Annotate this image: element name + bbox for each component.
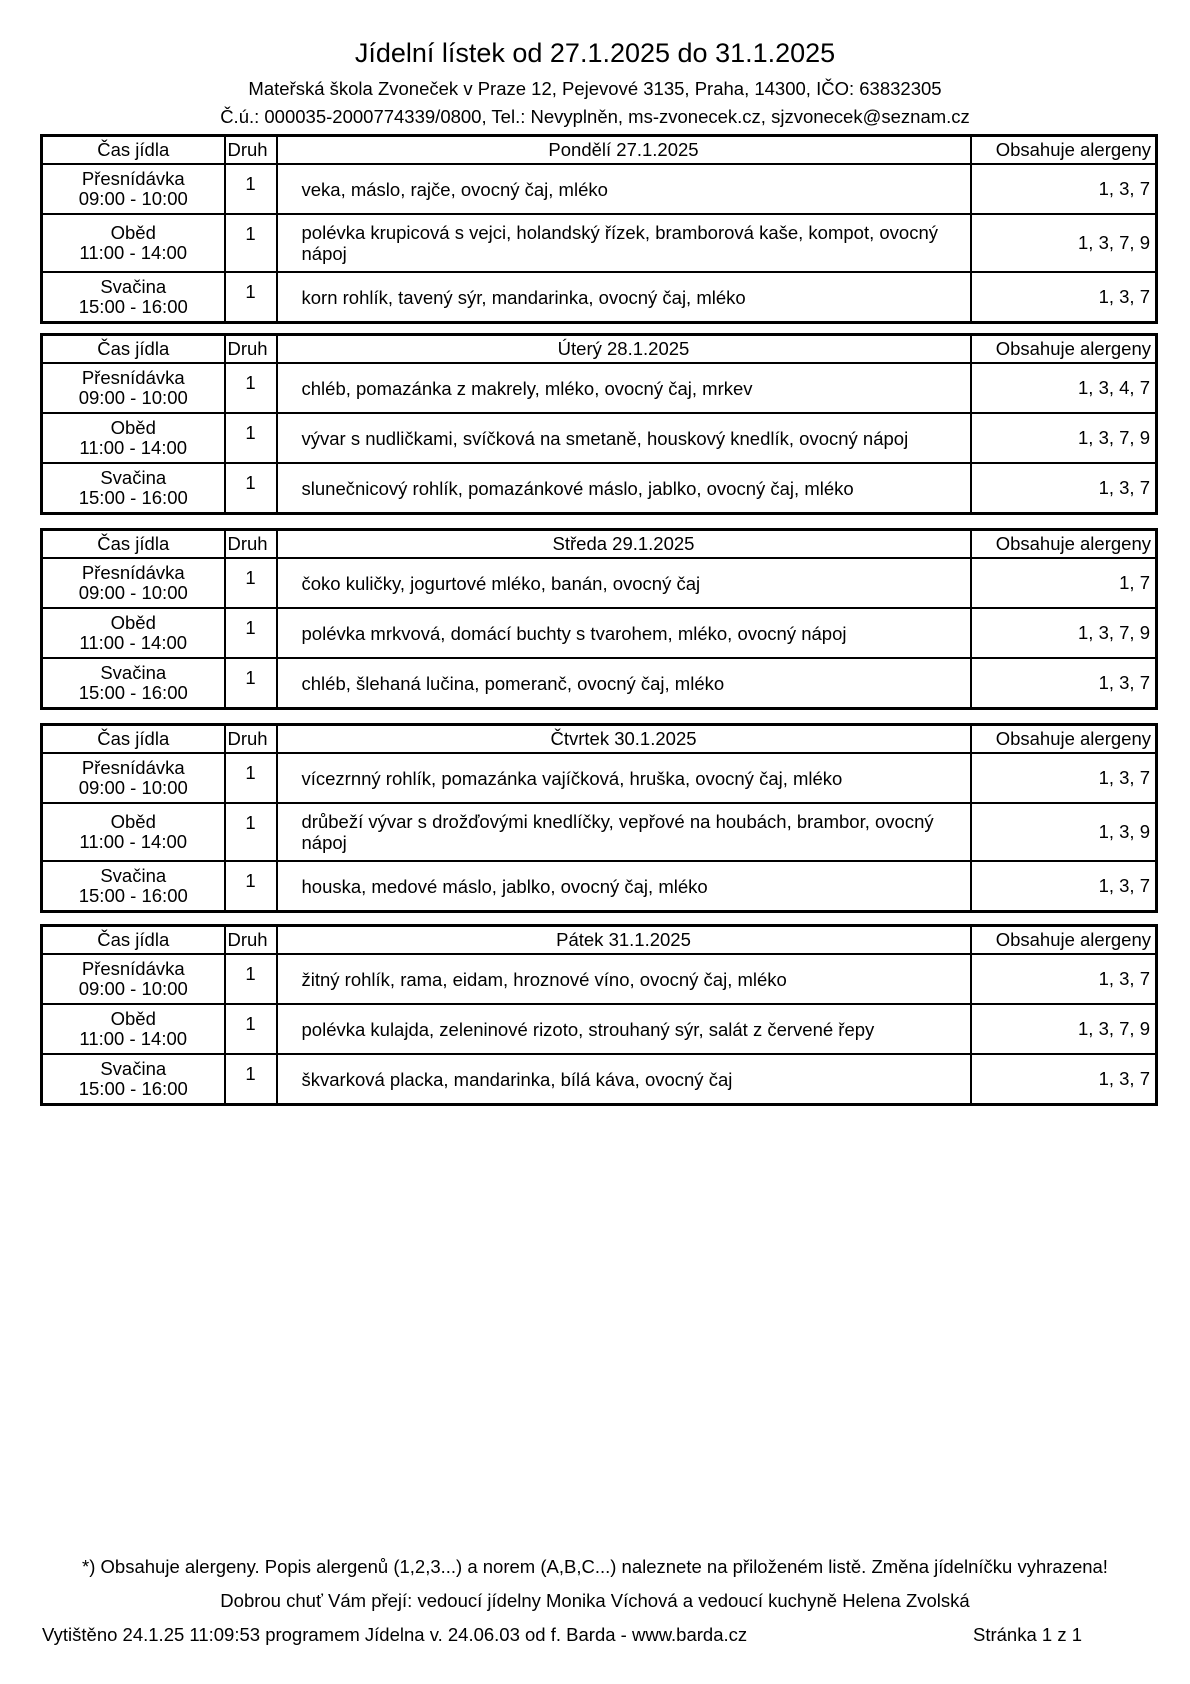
table-header-row [42,136,1157,165]
allergen-note: *) Obsahuje alergeny. Popis alergenů (1,2,3...) a norem (A,B,C...) naleznete na přiloženém listě. Změna jídelníčku vyhrazena! [82,1556,1108,1577]
day-table [40,723,1158,913]
meal-allergens: 1, 3, 7 [971,753,1157,803]
meal-name: Oběd [110,222,156,243]
meal-food: vývar s nudličkami, svíčková na smetaně, houskový knedlík, ovocný nápoj [277,413,971,463]
meal-row [42,803,1157,861]
allergens-column-header: Obsahuje alergeny [971,530,1157,559]
meal-name: Svačina [100,276,167,297]
meal-row [42,658,1157,709]
meal-food: čoko kuličky, jogurtové mléko, banán, ovocný čaj [277,558,971,608]
meal-name: Oběd [110,811,156,832]
day-table [40,528,1158,710]
meal-name: Oběd [110,417,156,438]
meal-row [42,1004,1157,1054]
meal-druh: 1 [225,272,277,323]
meal-food: korn rohlík, tavený sýr, mandarinka, ovocný čaj, mléko [277,272,971,323]
meal-allergens: 1, 3, 7 [971,1054,1157,1105]
meal-row [42,753,1157,803]
time-column-header: Čas jídla [42,335,225,364]
meal-name: Přesnídávka [81,757,185,778]
meal-food: žitný rohlík, rama, eidam, hroznové víno, ovocný čaj, mléko [277,954,971,1004]
meal-time: 11:00 - 14:00 [79,242,188,263]
meal-time-cell [42,164,225,214]
table-header-row [42,335,1157,364]
page-number: Stránka 1 z 1 [973,1624,1083,1645]
meal-time-cell [42,463,225,514]
meal-food: slunečnicový rohlík, pomazánkové máslo, jablko, ovocný čaj, mléko [277,463,971,514]
day-table [40,134,1158,324]
contact-info: Č.ú.: 000035-2000774339/0800, Tel.: Nevyplněn, ms-zvonecek.cz, sjzvonecek@seznam.cz [220,106,970,127]
meal-name: Přesnídávka [81,168,185,189]
printed-info: Vytištěno 24.1.25 11:09:53 programem Jídelna v. 24.06.03 od f. Barda - www.barda.cz [42,1624,748,1645]
day-table [40,924,1158,1106]
meal-time: 15:00 - 16:00 [78,296,188,317]
meal-row [42,463,1157,514]
day-table [40,333,1158,515]
meal-allergens: 1, 3, 7 [971,954,1157,1004]
meal-time-cell [42,954,225,1004]
meal-row [42,861,1157,912]
meal-druh: 1 [225,753,277,803]
allergens-column-header: Obsahuje alergeny [971,926,1157,955]
meal-druh: 1 [225,363,277,413]
day-header: Čtvrtek 30.1.2025 [277,725,971,754]
time-column-header: Čas jídla [42,530,225,559]
meal-time-cell [42,214,225,272]
meal-time: 15:00 - 16:00 [78,1078,188,1099]
meal-food: polévka mrkvová, domácí buchty s tvarohem, mléko, ovocný nápoj [277,608,971,658]
meal-name: Přesnídávka [81,367,185,388]
meal-allergens: 1, 3, 7 [971,164,1157,214]
druh-column-header: Druh [225,725,277,754]
meal-time: 15:00 - 16:00 [78,682,188,703]
table-header-row [42,725,1157,754]
meal-allergens: 1, 3, 7 [971,272,1157,323]
meal-name: Oběd [110,1008,156,1029]
meal-druh: 1 [225,954,277,1004]
meal-row [42,413,1157,463]
meal-food: houska, medové máslo, jablko, ovocný čaj, mléko [277,861,971,912]
meal-row [42,272,1157,323]
meal-druh: 1 [225,413,277,463]
meal-food: polévka krupicová s vejci, holandský řízek, bramborová kaše, kompot, ovocný nápoj [277,214,971,272]
meal-name: Přesnídávka [81,958,185,979]
meal-druh: 1 [225,463,277,514]
meal-time: 11:00 - 14:00 [79,1028,188,1049]
meal-name: Svačina [100,662,167,683]
meal-food: vícezrnný rohlík, pomazánka vajíčková, hruška, ovocný čaj, mléko [277,753,971,803]
meal-druh: 1 [225,1004,277,1054]
meal-allergens: 1, 3, 7, 9 [971,608,1157,658]
meal-time: 09:00 - 10:00 [78,777,188,798]
meal-allergens: 1, 3, 9 [971,803,1157,861]
druh-column-header: Druh [225,136,277,165]
meal-row [42,558,1157,608]
greeting: Dobrou chuť Vám přejí: vedoucí jídelny Monika Víchová a vedoucí kuchyně Helena Zvolská [220,1590,970,1611]
meal-time-cell [42,658,225,709]
meal-druh: 1 [225,658,277,709]
meal-time: 09:00 - 10:00 [78,978,188,999]
meal-allergens: 1, 3, 7 [971,658,1157,709]
meal-allergens: 1, 3, 4, 7 [971,363,1157,413]
meal-name: Svačina [100,1058,167,1079]
meal-time: 15:00 - 16:00 [78,487,188,508]
meal-row [42,214,1157,272]
allergens-column-header: Obsahuje alergeny [971,725,1157,754]
meal-food: chléb, šlehaná lučina, pomeranč, ovocný čaj, mléko [277,658,971,709]
meal-time-cell [42,608,225,658]
day-header: Pondělí 27.1.2025 [277,136,971,165]
meal-time: 09:00 - 10:00 [78,188,188,209]
meal-allergens: 1, 3, 7, 9 [971,413,1157,463]
druh-column-header: Druh [225,530,277,559]
meal-food: drůbeží vývar s drožďovými knedlíčky, vepřové na houbách, brambor, ovocný nápoj [277,803,971,861]
meal-row [42,954,1157,1004]
meal-time-cell [42,272,225,323]
meal-allergens: 1, 7 [971,558,1157,608]
meal-allergens: 1, 3, 7 [971,463,1157,514]
meal-druh: 1 [225,608,277,658]
meal-druh: 1 [225,1054,277,1105]
meal-time-cell [42,803,225,861]
druh-column-header: Druh [225,335,277,364]
meal-time: 09:00 - 10:00 [78,582,188,603]
table-header-row [42,926,1157,955]
meal-allergens: 1, 3, 7, 9 [971,214,1157,272]
meal-name: Oběd [110,612,156,633]
meal-druh: 1 [225,803,277,861]
meal-row [42,1054,1157,1105]
meal-allergens: 1, 3, 7, 9 [971,1004,1157,1054]
meal-time-cell [42,861,225,912]
time-column-header: Čas jídla [42,926,225,955]
meal-time: 09:00 - 10:00 [78,387,188,408]
meal-row [42,363,1157,413]
meal-food: chléb, pomazánka z makrely, mléko, ovocný čaj, mrkev [277,363,971,413]
meal-druh: 1 [225,164,277,214]
meal-allergens: 1, 3, 7 [971,861,1157,912]
meal-time: 11:00 - 14:00 [79,831,188,852]
meal-druh: 1 [225,558,277,608]
meal-time-cell [42,413,225,463]
meal-time-cell [42,1054,225,1105]
day-header: Středa 29.1.2025 [277,530,971,559]
meal-time-cell [42,753,225,803]
druh-column-header: Druh [225,926,277,955]
meal-name: Svačina [100,467,167,488]
meal-druh: 1 [225,861,277,912]
meal-row [42,608,1157,658]
time-column-header: Čas jídla [42,136,225,165]
day-header: Pátek 31.1.2025 [277,926,971,955]
meal-name: Svačina [100,865,167,886]
allergens-column-header: Obsahuje alergeny [971,335,1157,364]
page-title: Jídelní lístek od 27.1.2025 do 31.1.2025 [354,38,836,68]
meal-row [42,164,1157,214]
meal-time: 11:00 - 14:00 [79,437,188,458]
time-column-header: Čas jídla [42,725,225,754]
meal-time-cell [42,363,225,413]
meal-time: 11:00 - 14:00 [79,632,188,653]
meal-time: 15:00 - 16:00 [78,885,188,906]
meal-food: polévka kulajda, zeleninové rizoto, strouhaný sýr, salát z červené řepy [277,1004,971,1054]
meal-name: Přesnídávka [81,562,185,583]
allergens-column-header: Obsahuje alergeny [971,136,1157,165]
meal-druh: 1 [225,214,277,272]
meal-food: veka, máslo, rajče, ovocný čaj, mléko [277,164,971,214]
day-header: Úterý 28.1.2025 [277,335,971,364]
meal-time-cell [42,558,225,608]
table-header-row [42,530,1157,559]
meal-food: škvarková placka, mandarinka, bílá káva, ovocný čaj [277,1054,971,1105]
school-info: Mateřská škola Zvoneček v Praze 12, Pejevové 3135, Praha, 14300, IČO: 63832305 [248,78,942,99]
meal-time-cell [42,1004,225,1054]
